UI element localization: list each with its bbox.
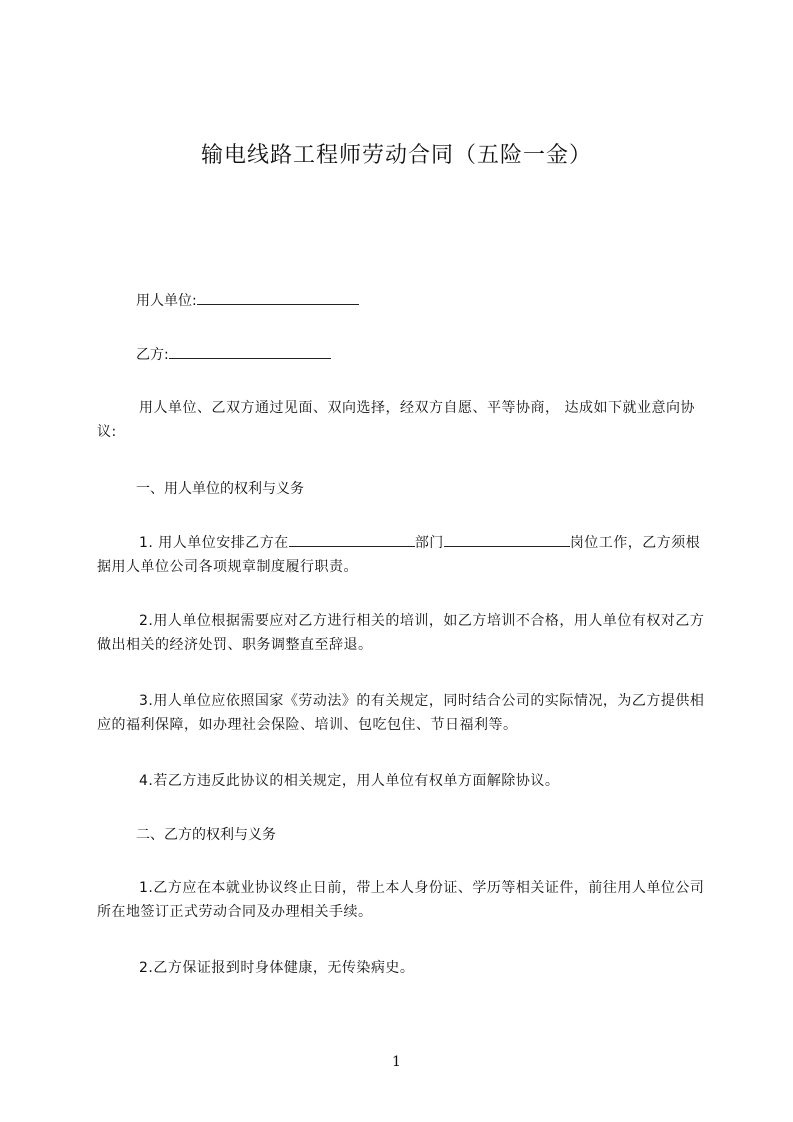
- section1-item1-part2: 部门: [414, 535, 444, 551]
- section1-item3: 3.用人单位应依照国家《劳动法》的有关规定，同时结合公司的实际情况，为乙方提供相应的福利保障，如办理社会保险、培训、包吃包住、节日福利等。: [97, 693, 705, 733]
- section2-item1: 1.乙方应在本就业协议终止日前，带上本人身份证、学历等相关证件，前往用人单位公司所在地签订正式劳动合同及办理相关手续。: [97, 880, 705, 920]
- employer-field: [136, 288, 359, 313]
- section1-item4: 4.若乙方违反此协议的相关规定，用人单位有权单方面解除协议。: [139, 773, 560, 789]
- section1-item1: [97, 530, 711, 579]
- section1-item2: 2.用人单位根据需要应对乙方进行相关的培训，如乙方培训不合格，用人单位有权对乙方做出相关的经济处罚、职务调整直至辞退。: [97, 613, 705, 653]
- party-b-field: [136, 342, 331, 367]
- department-blank: [289, 530, 415, 547]
- page-number: 1: [392, 1054, 401, 1070]
- party-b-label: 乙方:: [136, 347, 169, 363]
- intro-paragraph: 用人单位、乙双方通过见面、双向选择，经双方自愿、平等协商， 达成如下就业意向协议:: [97, 400, 695, 440]
- position-blank: [444, 530, 570, 547]
- employer-blank: [197, 288, 359, 305]
- section1-item1-part3: 岗位工作，乙方须根据用人单位公司各项规章制度履行职责。: [97, 535, 701, 575]
- employer-label: 用人单位:: [136, 293, 197, 309]
- section2-item2: 2.乙方保证报到时身体健康，无传染病史。: [139, 960, 415, 976]
- section1-item1-part1: 1. 用人单位安排乙方在: [139, 535, 289, 551]
- party-b-blank: [169, 342, 331, 359]
- section1-heading: 一、用人单位的权利与义务: [136, 481, 304, 497]
- document-title: 输电线路工程师劳动合同（五险一金）: [200, 143, 592, 168]
- section2-heading: 二、乙方的权利与义务: [136, 827, 276, 843]
